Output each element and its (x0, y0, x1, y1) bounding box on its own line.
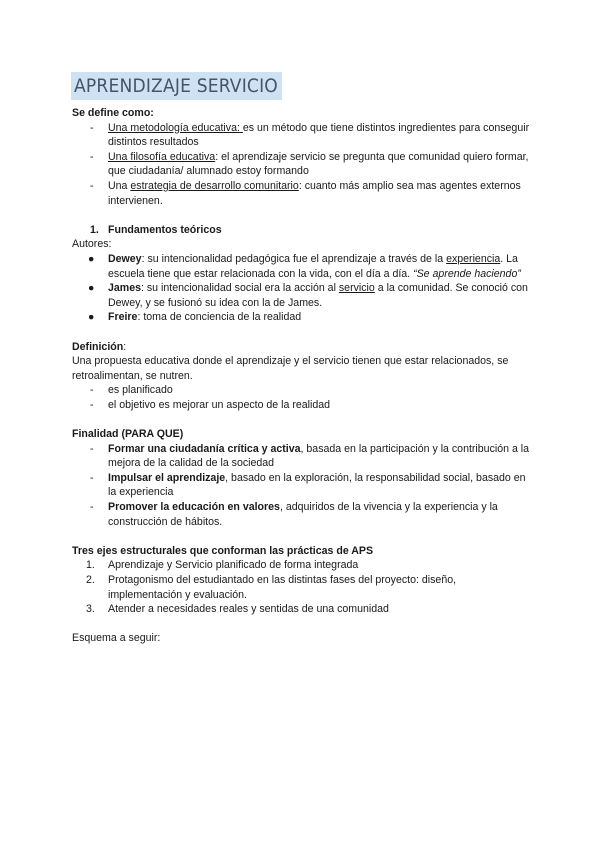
list-item: 3. Atender a necesidades reales y sentidas de una comunidad (86, 603, 389, 616)
list-item: ● James: su intencionalidad social era la acción al servicio a la comunidad. Se conoció con Dewey, y se fusionó su idea con la de James. (88, 282, 528, 309)
fundamentos-heading: 1. Fundamentos teóricos (90, 223, 222, 236)
list-item: 2. Protagonismo del estudiantado en las distintas fases del proyecto: diseño, implementación y evaluación. (86, 574, 457, 601)
list-item: - es planificado (90, 384, 173, 397)
list-item: - el objetivo es mejorar un aspecto de la realidad (90, 398, 331, 411)
autores-label: Autores: (72, 238, 112, 251)
autores-list (72, 252, 532, 325)
list-item: - Promover la educación en valores, adquiridos de la vivencia y la experiencia y la construcción de hábitos. (90, 501, 498, 528)
finalidad-heading: Finalidad (PARA QUE) (72, 428, 184, 441)
finalidad-list (72, 442, 532, 530)
list-item: - Formar una ciudadanía crítica y activa, basada en la participación y la contribución a la mejora de la calidad de la sociedad (90, 442, 530, 470)
definicion-list (72, 383, 532, 412)
list-item: ● Freire: toma de conciencia de la realidad (88, 311, 302, 324)
list-item: ● Dewey: su intencionalidad pedagógica fue el aprendizaje a través de la experiencia. La escuela tiene que estar relacionada con la vida, con el día a día. “Se aprende haciendo” (88, 252, 521, 280)
definicion-text: Una propuesta educativa donde el aprendizaje y el servicio tienen que estar relacionados, se retroalimentan, se nutren. (72, 355, 509, 382)
ejes-heading: Tres ejes estructurales que conforman las prácticas de APS (72, 544, 374, 557)
ejes-list (72, 558, 532, 616)
list-item: - Impulsar el aprendizaje, basado en la exploración, la responsabilidad social, basado en la experiencia (90, 471, 526, 499)
list-item: 1. Aprendizaje y Servicio planificado de forma integrada (86, 559, 359, 572)
define-heading: Se define como: (72, 107, 154, 119)
definicion-heading: Definición: (72, 340, 127, 353)
list-item: - Una metodología educativa: es un método que tiene distintos ingredientes para conseguir distintos resultados (90, 121, 530, 149)
esquema-label: Esquema a seguir: (72, 632, 161, 645)
define-list (72, 121, 532, 209)
list-item: - Una filosofía educativa: el aprendizaje servicio se pregunta que comunidad quiero formar, que ciudadanía/ alumnado estoy formando (90, 150, 529, 178)
document-page (72, 72, 532, 646)
list-item: - Una estrategia de desarrollo comunitario: cuanto más amplio sea mas agentes externos intervienen. (90, 179, 521, 207)
page-title: APRENDIZAJE SERVICIO (71, 72, 282, 100)
